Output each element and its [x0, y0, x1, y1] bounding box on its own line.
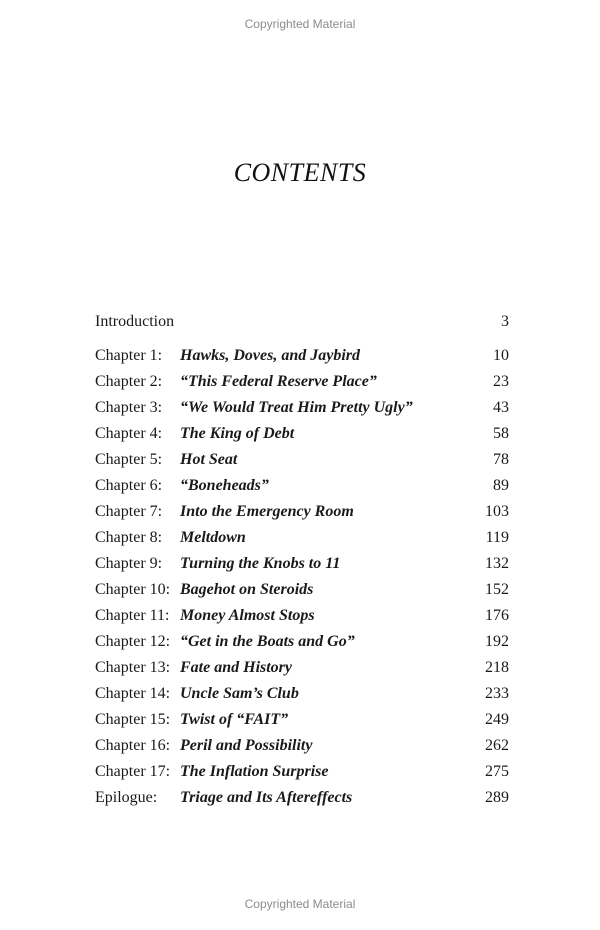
toc-page-number: 218 [485, 659, 509, 676]
toc-label: Chapter 5: [95, 451, 163, 468]
toc-chapter-title: Hawks, Doves, and Jaybird [180, 347, 360, 364]
toc-chapter-title: Triage and Its Aftereffects [180, 789, 353, 806]
toc-label: Chapter 15: [95, 711, 171, 728]
toc-chapter-title: The Inflation Surprise [180, 763, 329, 780]
toc-row-introduction[interactable] [95, 309, 509, 335]
toc-row-chapter-8[interactable] [95, 525, 509, 551]
toc-row-chapter-17[interactable] [95, 759, 509, 785]
toc-row-chapter-11[interactable] [95, 603, 509, 629]
toc-chapter-title: Meltdown [180, 529, 246, 546]
toc-page-number: 23 [493, 373, 509, 390]
toc-chapter-title: Turning the Knobs to 11 [180, 555, 341, 572]
toc-chapter-title: The King of Debt [180, 425, 295, 442]
toc-row-chapter-2[interactable] [95, 369, 509, 395]
toc-chapter-title: Twist of “FAIT” [180, 711, 289, 728]
toc-row-chapter-4[interactable] [95, 421, 509, 447]
toc-page-number: 132 [485, 555, 509, 572]
toc-row-chapter-1[interactable] [95, 343, 509, 369]
toc-label: Chapter 1: [95, 347, 163, 364]
toc-page-number: 58 [493, 425, 509, 442]
toc-row-chapter-16[interactable] [95, 733, 509, 759]
toc-chapter-title: Peril and Possibility [180, 737, 313, 754]
toc-page-number: 176 [485, 607, 509, 624]
toc-chapter-title: “This Federal Reserve Place” [180, 373, 377, 390]
toc-page-number: 78 [493, 451, 509, 468]
toc-page-number: 119 [485, 529, 509, 546]
toc-label: Chapter 13: [95, 659, 171, 676]
toc-chapter-title: Uncle Sam’s Club [180, 685, 299, 702]
toc-chapter-title: Into the Emergency Room [180, 503, 354, 520]
toc-label: Chapter 10: [95, 581, 171, 598]
toc-page-number: 275 [485, 763, 509, 780]
toc-chapter-title: “We Would Treat Him Pretty Ugly” [180, 399, 413, 416]
toc-chapter-title: Hot Seat [180, 451, 238, 468]
toc-label: Chapter 4: [95, 425, 163, 442]
toc-label: Chapter 9: [95, 555, 163, 572]
toc-label: Chapter 12: [95, 633, 171, 650]
toc-row-chapter-14[interactable] [95, 681, 509, 707]
toc-row-chapter-13[interactable] [95, 655, 509, 681]
toc-page-number: 262 [485, 737, 509, 754]
page-title: CONTENTS [233, 158, 367, 187]
toc-page-number: 103 [485, 503, 509, 520]
toc-label: Chapter 7: [95, 503, 163, 520]
toc-label: Chapter 2: [95, 373, 163, 390]
toc-row-chapter-12[interactable] [95, 629, 509, 655]
toc-row-epilogue[interactable] [95, 785, 509, 811]
toc-page-number: 89 [493, 477, 509, 494]
table-of-contents [95, 309, 509, 811]
toc-page-number: 3 [501, 313, 509, 330]
copyright-watermark-top: Copyrighted Material [244, 17, 356, 31]
toc-page-number: 192 [485, 633, 509, 650]
toc-row-chapter-9[interactable] [95, 551, 509, 577]
toc-row-chapter-6[interactable] [95, 473, 509, 499]
toc-row-chapter-7[interactable] [95, 499, 509, 525]
toc-label: Chapter 14: [95, 685, 171, 702]
toc-chapter-title: Fate and History [180, 659, 293, 676]
toc-row-chapter-15[interactable] [95, 707, 509, 733]
toc-page-number: 233 [485, 685, 509, 702]
toc-chapter-title: Bagehot on Steroids [180, 581, 314, 598]
toc-label: Chapter 16: [95, 737, 171, 754]
toc-page-number: 10 [493, 347, 509, 364]
toc-label: Chapter 3: [95, 399, 163, 416]
toc-page-number: 152 [485, 581, 509, 598]
toc-chapter-title: “Boneheads” [180, 477, 269, 494]
copyright-watermark-bottom: Copyrighted Material [244, 897, 356, 911]
toc-label: Introduction [95, 313, 175, 330]
toc-label: Chapter 8: [95, 529, 163, 546]
toc-row-chapter-3[interactable] [95, 395, 509, 421]
toc-label: Chapter 11: [95, 607, 170, 624]
toc-chapter-title: Money Almost Stops [180, 607, 315, 624]
toc-label: Chapter 6: [95, 477, 163, 494]
toc-page-number: 249 [485, 711, 509, 728]
toc-page-number: 43 [493, 399, 509, 416]
toc-label: Epilogue: [95, 789, 158, 806]
toc-page-number: 289 [485, 789, 509, 806]
toc-row-chapter-5[interactable] [95, 447, 509, 473]
toc-chapter-title: “Get in the Boats and Go” [180, 633, 355, 650]
toc-label: Chapter 17: [95, 763, 171, 780]
toc-row-chapter-10[interactable] [95, 577, 509, 603]
